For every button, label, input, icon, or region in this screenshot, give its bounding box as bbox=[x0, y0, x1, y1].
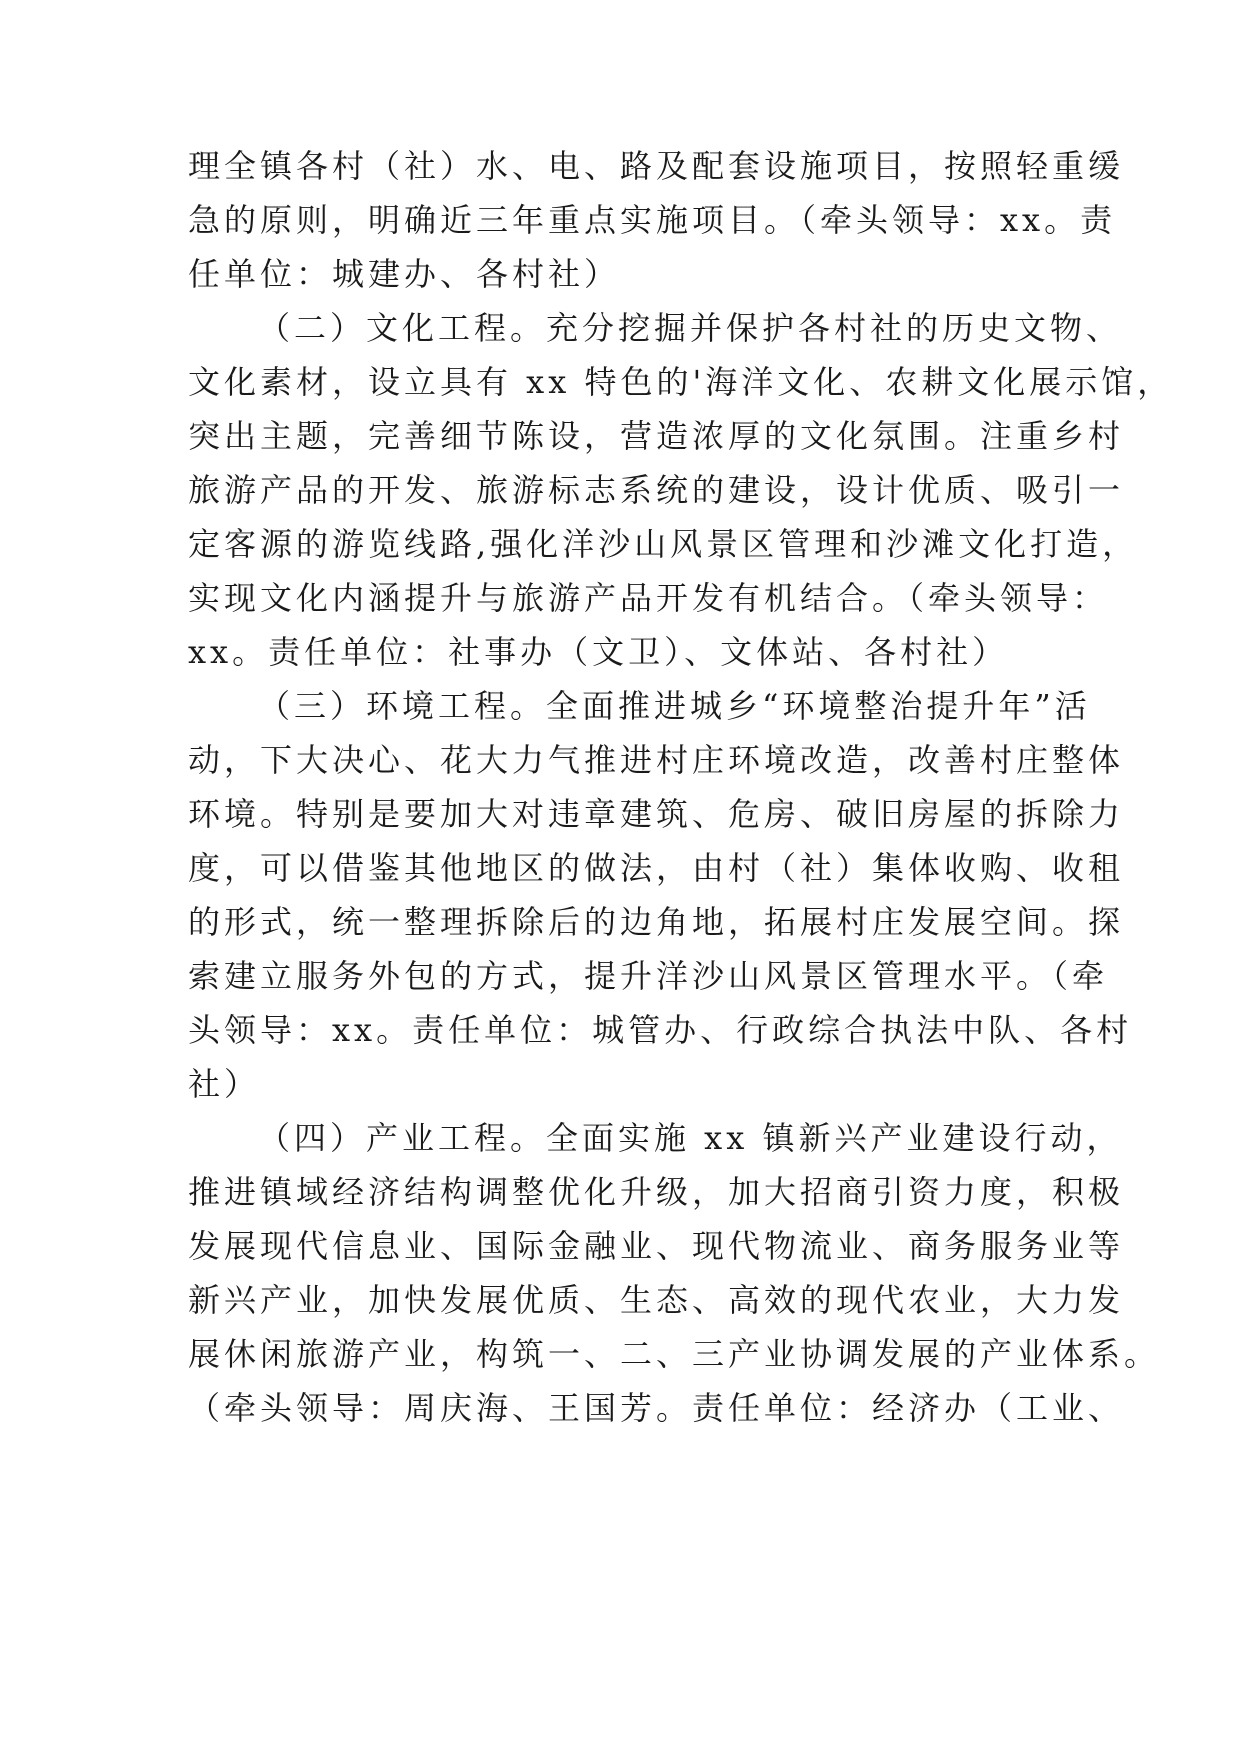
text-line: 索建立服务外包的方式，提升洋沙山风景区管理水平。（牵 bbox=[188, 957, 1109, 995]
text-line: 新兴产业，加快发展优质、生态、高效的现代农业，大力发 bbox=[188, 1281, 1125, 1319]
text-line: 旅游产品的开发、旅游标志系统的建设，设计优质、吸引一 bbox=[188, 471, 1125, 509]
text-line: xx。责任单位：社事办（文卫）、文体站、各村社） bbox=[188, 633, 1009, 671]
paragraph-start-line: （二）文化工程。充分挖掘并保护各村社的历史文物、 bbox=[258, 309, 1123, 347]
text-line: 推进镇域经济结构调整优化升级，加大招商引资力度，积极 bbox=[188, 1173, 1125, 1211]
text-line: 头领导：xx。责任单位：城管办、行政综合执法中队、各村 bbox=[188, 1011, 1133, 1049]
text-line: 展休闲旅游产业，构筑一、二、三产业协调发展的产业体系。 bbox=[188, 1335, 1161, 1373]
text-line: 实现文化内涵提升与旅游产品开发有机结合。（牵头领导： bbox=[188, 579, 1109, 617]
text-line: 动，下大决心、花大力气推进村庄环境改造，改善村庄整体 bbox=[188, 741, 1125, 779]
text-line: 突出主题，完善细节陈设，营造浓厚的文化氛围。注重乡村 bbox=[188, 417, 1125, 455]
text-line: 理全镇各村（社）水、电、路及配套设施项目，按照轻重缓 bbox=[188, 147, 1125, 185]
text-line: 环境。特别是要加大对违章建筑、危房、破旧房屋的拆除力 bbox=[188, 795, 1125, 833]
text-line: 度，可以借鉴其他地区的做法，由村（社）集体收购、收租 bbox=[188, 849, 1125, 887]
paragraph-start-line: （四）产业工程。全面实施 xx 镇新兴产业建设行动， bbox=[258, 1119, 1123, 1157]
text-line: 的形式，统一整理拆除后的边角地，拓展村庄发展空间。探 bbox=[188, 903, 1125, 941]
text-line: 发展现代信息业、国际金融业、现代物流业、商务服务业等 bbox=[188, 1227, 1125, 1265]
text-line: 任单位：城建办、各村社） bbox=[188, 255, 621, 293]
text-line: 社） bbox=[188, 1065, 261, 1103]
text-line: 急的原则，明确近三年重点实施项目。（牵头领导：xx。责 bbox=[188, 201, 1117, 239]
paragraph-start-line: （三）环境工程。全面推进城乡“环境整治提升年”活 bbox=[258, 687, 1091, 725]
text-line: （牵头领导：周庆海、王国芳。责任单位：经济办（工业、 bbox=[188, 1389, 1125, 1427]
text-line: 定客源的游览线路,强化洋沙山风景区管理和沙滩文化打造， bbox=[188, 525, 1139, 563]
text-line: 文化素材，设立具有 xx 特色的'海洋文化、农耕文化展示馆， bbox=[188, 363, 1174, 401]
